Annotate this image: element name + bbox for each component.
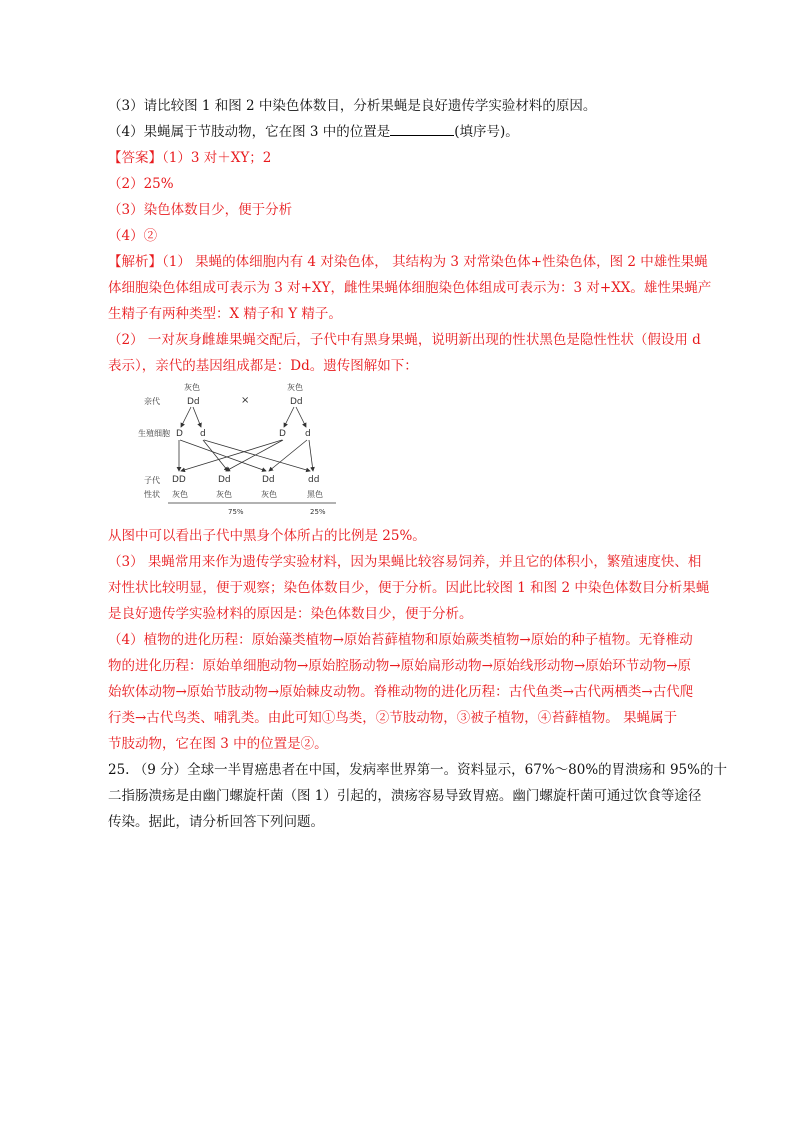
parent-2-trait: 灰色: [287, 383, 303, 392]
analysis-1-line-1: [108, 253, 708, 271]
arrow-g1d-Dd1: [203, 440, 228, 471]
cross-symbol: ×: [241, 395, 250, 406]
answer-1: （1）3 对＋XY；2: [162, 150, 272, 166]
row-label-gamete: 生殖细胞: [138, 429, 170, 438]
arrow-g2d-dd: [309, 440, 313, 471]
question-4-text: （4）果蝇属于节肢动物，它在图 3 中的位置是: [108, 124, 391, 140]
row-label-trait: 性状: [144, 490, 160, 499]
offspring-DD: DD: [172, 475, 186, 485]
analysis-3-line-1: （3） 果蝇常用来作为遗传学实验材料，因为果蝇比较容易饲养，并且它的体积小，繁殖速度快、相: [108, 554, 702, 570]
trait-2: 灰色: [216, 490, 232, 499]
analysis-1-line-2: 体细胞染色体组成可表示为 3 对+XY，雌性果蝇体细胞染色体组成可表示为：3 对+XX。雄性果蝇产: [108, 280, 712, 296]
arrow-g1d-dd: [204, 440, 310, 471]
analysis-4-line-2: 物的进化历程：原始单细胞动物→原始腔肠动物→原始扁形动物→原始线形动物→原始环节动物→原: [108, 658, 692, 674]
question-4-suffix: (填序号)。: [454, 124, 519, 140]
gamete-1-d: d: [200, 429, 206, 439]
arrow-p1-D: [181, 407, 191, 427]
offspring-Dd-1: Dd: [218, 475, 231, 485]
analysis-3-line-3: 是良好遗传学实验材料的原因是：染色体数目少，便于分析。: [108, 606, 473, 622]
gamete-2-d: d: [305, 429, 311, 439]
percent-black: 25%: [310, 508, 326, 516]
analysis-2-line-1: （2） 一对灰身雌雄果蝇交配后，子代中有黑身果蝇，说明新出现的性状黑色是隐性性状（假设用 d: [108, 332, 701, 348]
analysis-1-text: （1） 果蝇的体细胞内有 4 对染色体， 其结构为 3 对常染色体+性染色体，图 2 中雄性果蝇: [162, 254, 708, 270]
question-25-line-1: 25. （9 分）全球一半胃癌患者在中国，发病率世界第一。资料显示，67%～80%的胃溃疡和 95%的十: [108, 762, 727, 778]
arrow-p1-d: [193, 407, 201, 427]
trait-4: 黑色: [307, 490, 323, 499]
offspring-dd: dd: [308, 475, 320, 485]
analysis-label: 【解析】: [108, 254, 162, 270]
question-4: [108, 123, 519, 141]
question-25-line-2: 二指肠溃疡是由幽门螺旋杆菌（图 1）引起的，溃疡容易导致胃癌。幽门螺旋杆菌可通过饮食等途径: [108, 788, 702, 804]
analysis-4-line-3: 始软体动物→原始节肢动物→原始棘皮动物。脊椎动物的进化历程：古代鱼类→古代两栖类→古代爬: [108, 684, 694, 700]
arrow-g1D-Dd2: [180, 440, 266, 471]
gamete-1-D: D: [176, 429, 183, 439]
analysis-4-line-1: （4）植物的进化历程：原始藻类植物→原始苔藓植物和原始蕨类植物→原始的种子植物。无脊椎动: [108, 632, 693, 648]
trait-1: 灰色: [172, 490, 188, 499]
arrow-p2-d: [296, 407, 306, 427]
offspring-Dd-2: Dd: [262, 475, 275, 485]
analysis-3-line-2: 对性状比较明显，便于观察；染色体数目少，便于分析。因此比较图 1 和图 2 中染色体数目分析果蝇: [108, 580, 710, 596]
analysis-2-line-2: 表示），亲代的基因组成都是：Dd。遗传图解如下：: [108, 358, 418, 374]
answer-line-1: [108, 149, 271, 167]
row-label-parent: 亲代: [144, 397, 160, 406]
analysis-2-conclusion: 从图中可以看出子代中黑身个体所占的比例是 25%。: [108, 528, 426, 544]
analysis-1-line-3: 生精子有两种类型：X 精子和 Y 精子。: [108, 306, 342, 322]
row-label-offspring: 子代: [144, 476, 160, 485]
trait-3: 灰色: [261, 490, 277, 499]
question-3: （3）请比较图 1 和图 2 中染色体数目，分析果蝇是良好遗传学实验材料的原因。: [108, 98, 597, 114]
question-25-line-3: 传染。据此，请分析回答下列问题。: [108, 814, 324, 830]
answer-blank: [390, 123, 454, 136]
arrow-g2D-DD: [181, 440, 282, 471]
arrow-p2-D: [284, 407, 294, 427]
answer-4: （4）②: [108, 228, 158, 244]
answer-2: （2）25%: [108, 176, 174, 192]
parent-1-trait: 灰色: [184, 383, 200, 392]
parent-2-genotype: Dd: [290, 397, 303, 407]
analysis-4-line-5: 节肢动物，它在图 3 中的位置是②。: [108, 736, 328, 752]
answer-3: （3）染色体数目少，便于分析: [108, 202, 293, 218]
analysis-4-line-4: 行类→古代鸟类、哺乳类。由此可知①鸟类，②节肢动物，③被子植物，④苔藓植物。 果蝇属于: [108, 710, 678, 726]
answer-label: 【答案】: [108, 150, 162, 166]
parent-1-genotype: Dd: [187, 397, 200, 407]
genetic-cross-diagram: [138, 375, 348, 525]
gamete-2-D: D: [279, 429, 286, 439]
percent-gray: 75%: [228, 508, 244, 516]
